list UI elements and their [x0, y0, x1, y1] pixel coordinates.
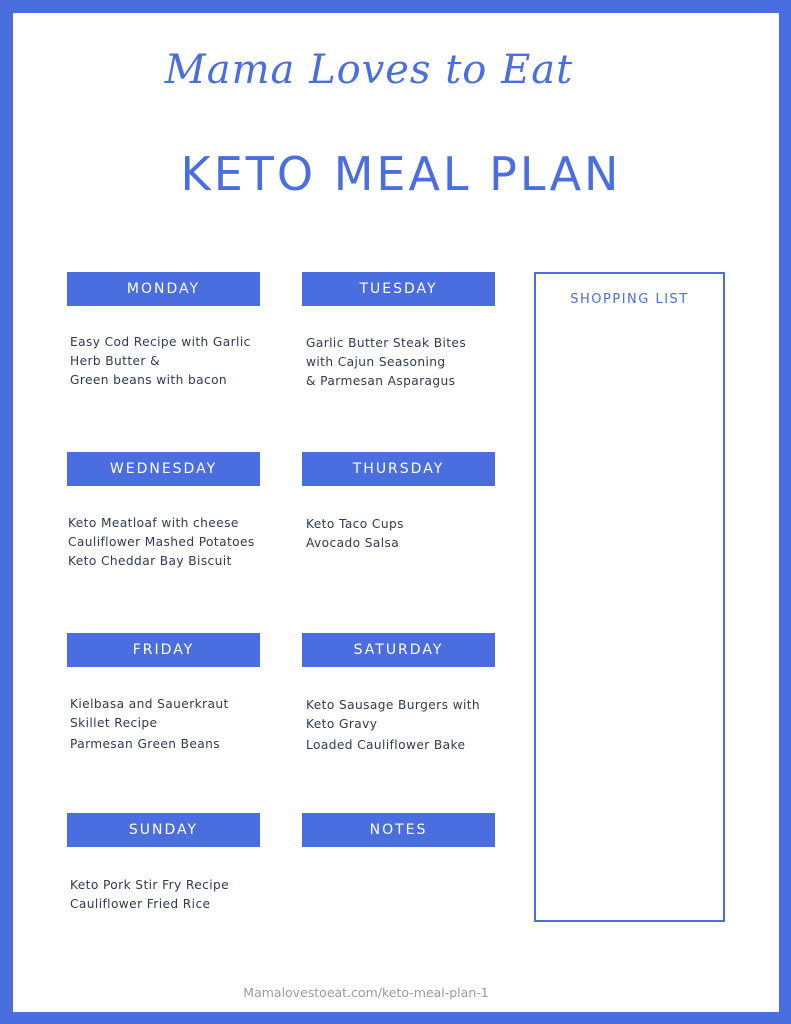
friday-meals	[70, 695, 280, 754]
meal-line: Keto Sausage Burgers with	[306, 698, 481, 712]
shopping-list-title: SHOPPING LIST	[570, 292, 689, 307]
meal-line: Kielbasa and Sauerkraut	[70, 697, 229, 711]
saturday-header: SATURDAY	[302, 633, 495, 667]
meal-line: with Cajun Seasoning	[306, 355, 446, 369]
tuesday-meals	[306, 334, 516, 391]
sunday-header: SUNDAY	[67, 813, 260, 847]
shopping-list-box	[534, 272, 725, 922]
tuesday-header: TUESDAY	[302, 272, 495, 306]
meal-line: Cauliflower Fried Rice	[70, 897, 211, 911]
page-title: KETO MEAL PLAN	[180, 147, 622, 201]
meal-line: Easy Cod Recipe with Garlic	[70, 335, 251, 349]
meal-line: Keto Pork Stir Fry Recipe	[70, 878, 230, 892]
meal-line: Cauliflower Mashed Potatoes	[68, 535, 255, 549]
brand-script-title: Mama Loves to Eat	[164, 47, 574, 93]
meal-line: & Parmesan Asparagus	[306, 374, 456, 388]
footer-url: Mamalovestoeat.com/keto-meal-plan-1	[243, 985, 489, 1000]
meal-line: Garlic Butter Steak Bites	[306, 336, 467, 350]
notes-header: NOTES	[302, 813, 495, 847]
meal-line: Herb Butter &	[70, 354, 161, 368]
meal-line: Skillet Recipe	[70, 716, 158, 730]
meal-line: Keto Taco Cups	[306, 517, 404, 531]
wednesday-meals	[68, 514, 278, 571]
meal-line: Parmesan Green Beans	[70, 737, 221, 751]
saturday-meals	[306, 696, 516, 755]
meal-line: Avocado Salsa	[306, 536, 400, 550]
sunday-meals	[70, 876, 280, 914]
monday-meals	[70, 333, 280, 390]
thursday-meals	[306, 515, 516, 553]
meal-line: Keto Meatloaf with cheese	[68, 516, 239, 530]
meal-line: Keto Cheddar Bay Biscuit	[68, 554, 232, 568]
monday-header: MONDAY	[67, 272, 260, 306]
thursday-header: THURSDAY	[302, 452, 495, 486]
meal-line: Keto Gravy	[306, 717, 378, 731]
meal-line: Green beans with bacon	[70, 373, 228, 387]
wednesday-header: WEDNESDAY	[67, 452, 260, 486]
meal-line: Loaded Cauliflower Bake	[306, 738, 466, 752]
friday-header: FRIDAY	[67, 633, 260, 667]
